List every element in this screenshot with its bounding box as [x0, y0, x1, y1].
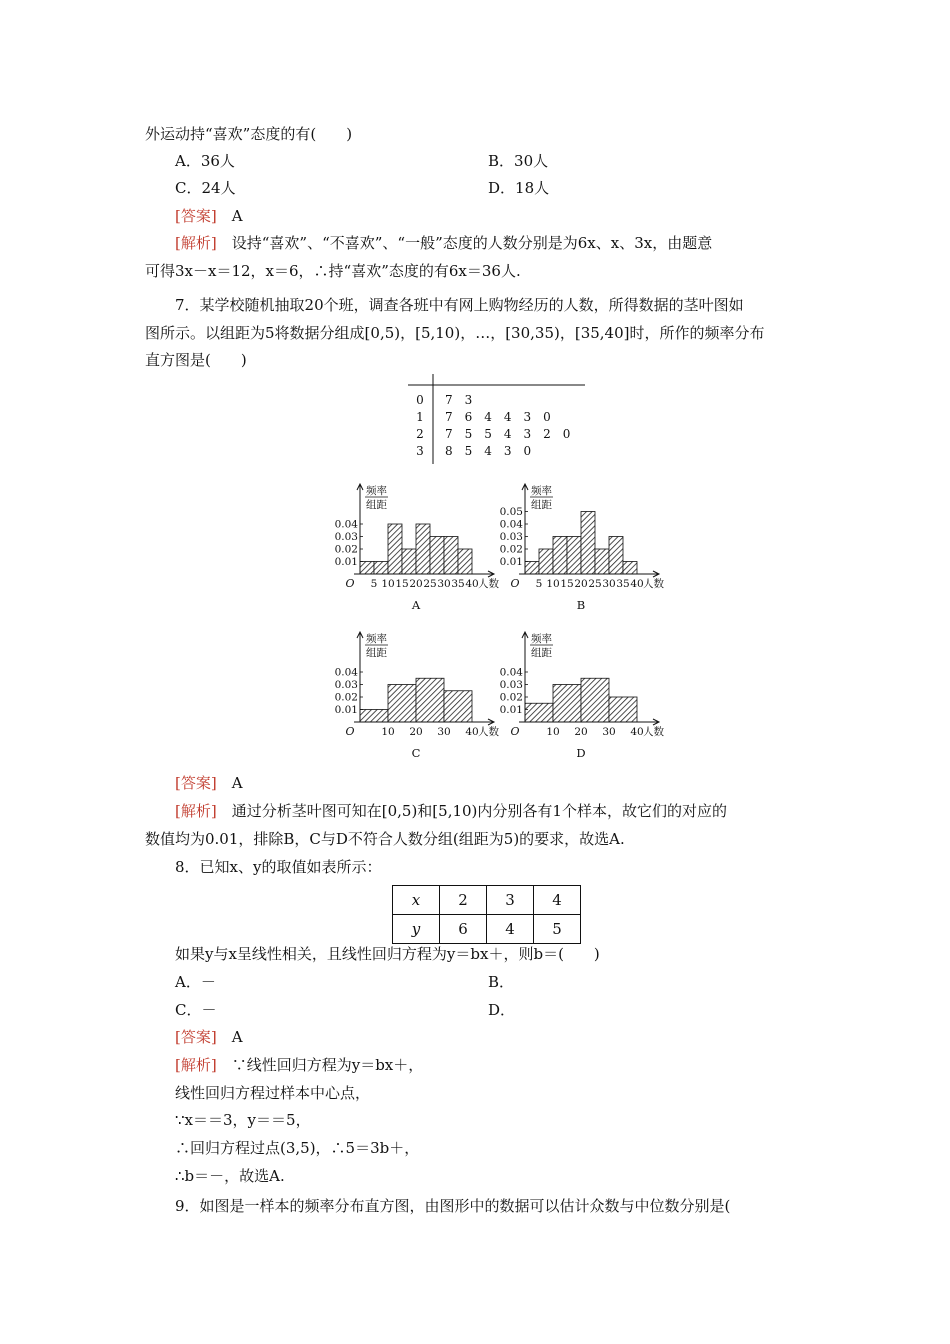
histogram-bar — [553, 685, 581, 723]
y-tick-label: 0.02 — [499, 543, 523, 556]
q7-answer — [175, 773, 243, 793]
y-axis-label-bottom: 组距 — [531, 499, 552, 511]
y-axis-label-top: 频率 — [531, 633, 552, 645]
histogram-a — [330, 478, 500, 618]
histogram-bar — [402, 549, 416, 574]
leaves-0: 7 3 — [445, 393, 473, 407]
table-row — [393, 915, 581, 944]
xy-value-table — [392, 885, 581, 944]
histogram-bar — [525, 562, 539, 575]
y-tick-label: 0.04 — [499, 518, 523, 531]
y-tick-label: 0.01 — [499, 556, 523, 568]
y-tick-label: 0.02 — [334, 691, 358, 704]
table-cell: 5 — [534, 915, 581, 944]
q8-analysis-5: ∴b＝－，故选A. — [175, 1167, 285, 1185]
histogram-bar — [416, 524, 430, 574]
x-tick-label: 35 — [451, 578, 465, 590]
histogram-bar — [444, 537, 458, 575]
leaves-3: 8 5 4 3 0 — [445, 444, 532, 458]
stem-3: 3 — [416, 444, 424, 458]
q7-analysis-1 — [175, 801, 727, 821]
y-tick-label: 0.03 — [334, 679, 358, 691]
x-axis-label: 人数 — [478, 726, 499, 738]
q9-stem: 9．如图是一样本的频率分布直方图，由图形中的数据可以估计众数与中位数分别是( — [175, 1197, 731, 1215]
x-tick-label: 20 — [574, 726, 588, 738]
x-tick-label: 20 — [409, 726, 423, 738]
chart-title: B — [576, 598, 586, 612]
q8-analysis-3: ∵x＝＝3，y＝＝5， — [175, 1111, 311, 1129]
x-tick-label: 10 — [546, 726, 560, 738]
x-axis-label: 人数 — [643, 726, 664, 738]
histogram-bar — [553, 537, 567, 575]
x-axis-label: 人数 — [643, 578, 664, 590]
histogram-bar — [444, 691, 472, 722]
histogram-d — [495, 626, 665, 766]
histogram-bar — [595, 549, 609, 574]
histogram-bar — [609, 697, 637, 722]
y-tick-label: 0.01 — [499, 704, 523, 716]
y-tick-label: 0.01 — [334, 556, 358, 568]
x-tick-label: 25 — [423, 578, 437, 590]
analysis-tag: [解析] — [175, 802, 217, 820]
table-header-x: x — [393, 886, 440, 915]
table-cell: 4 — [534, 886, 581, 915]
q6-analysis-1 — [175, 233, 712, 253]
x-tick-label: 15 — [395, 578, 409, 590]
q8-option-d: D． — [488, 1001, 516, 1019]
q6-answer — [175, 206, 243, 226]
y-tick-label: 0.03 — [499, 531, 523, 543]
leaves-2: 7 5 5 4 3 2 0 — [445, 427, 571, 441]
analysis-text: 通过分析茎叶图可知在[0,5)和[5,10)内分别各有1个样本，故它们的对应的 — [231, 802, 727, 820]
histogram-bar — [374, 562, 388, 575]
x-tick-label: 40 — [465, 578, 479, 590]
q8-analysis-2: 线性回归方程过样本中心点， — [175, 1084, 371, 1102]
table-cell: 6 — [440, 915, 487, 944]
x-tick-label: 20 — [574, 578, 588, 590]
x-tick-label: 30 — [602, 726, 616, 738]
y-axis-label-top: 频率 — [531, 485, 552, 497]
answer-tag: [答案] — [175, 1028, 217, 1046]
histogram-bar — [416, 678, 444, 722]
table-row — [393, 886, 581, 915]
q6-analysis-2: 可得3x－x＝12，x＝6，∴持“喜欢”态度的有6x＝36人. — [145, 262, 521, 280]
stem-1: 1 — [416, 410, 424, 424]
y-axis-label-top: 频率 — [366, 633, 387, 645]
histogram-bar — [623, 562, 637, 575]
y-tick-label: 0.04 — [334, 518, 358, 531]
q7-stem-3: 直方图是( ) — [145, 351, 247, 369]
y-axis-label-top: 频率 — [366, 485, 387, 497]
table-cell: 4 — [487, 915, 534, 944]
y-axis-label-bottom: 组距 — [366, 499, 387, 511]
histogram-c — [330, 626, 500, 766]
leaves-1: 7 6 4 4 3 0 — [445, 410, 551, 424]
histogram-bar — [388, 685, 416, 723]
answer-tag: [答案] — [175, 207, 217, 225]
histogram-bar — [388, 524, 402, 574]
y-tick-label: 0.03 — [499, 679, 523, 691]
table-header-y: y — [393, 915, 440, 944]
answer-value: A — [231, 774, 243, 792]
x-tick-label: 15 — [560, 578, 574, 590]
x-tick-label: 30 — [602, 578, 616, 590]
y-tick-label: 0.03 — [334, 531, 358, 543]
y-tick-label: 0.02 — [499, 691, 523, 704]
stem-leaf-plot — [400, 374, 600, 466]
origin-label: O — [345, 725, 355, 738]
origin-label: O — [345, 577, 355, 590]
histogram-bar — [609, 537, 623, 575]
x-tick-label: 40 — [630, 726, 644, 738]
answer-value: A — [231, 1028, 243, 1046]
q6-option-b: B．30人 — [488, 152, 549, 170]
y-tick-label: 0.05 — [499, 506, 523, 518]
y-tick-label: 0.01 — [334, 704, 358, 716]
analysis-text: ∵线性回归方程为y＝bx＋， — [231, 1056, 424, 1074]
stem-2: 2 — [416, 427, 424, 441]
q6-stem-tail: 外运动持“喜欢”态度的有( ) — [145, 125, 353, 143]
histogram-bar — [430, 537, 444, 575]
y-tick-label: 0.04 — [334, 666, 358, 679]
table-cell: 2 — [440, 886, 487, 915]
analysis-tag: [解析] — [175, 1056, 217, 1074]
q8-answer — [175, 1027, 243, 1047]
chart-title: D — [576, 746, 586, 760]
histogram-bar — [539, 549, 553, 574]
histogram-bar — [458, 549, 472, 574]
x-tick-label: 40 — [630, 578, 644, 590]
y-axis-label-bottom: 组距 — [366, 647, 387, 659]
q8-stem: 8．已知x、y的取值如表所示： — [175, 858, 382, 876]
stem-0: 0 — [416, 393, 424, 407]
q7-stem-1: 7．某学校随机抽取20个班，调查各班中有网上购物经历的人数，所得数据的茎叶图如 — [175, 296, 744, 314]
q6-option-c: C．24人 — [175, 179, 236, 197]
table-cell: 3 — [487, 886, 534, 915]
q7-stem-2: 图所示。以组距为5将数据分组成[0,5)，[5,10)，…，[30,35)，[35,40]时，所作的频率分布 — [145, 324, 765, 342]
analysis-tag: [解析] — [175, 234, 217, 252]
q8-analysis-1 — [175, 1055, 423, 1075]
histogram-b — [495, 478, 665, 618]
y-axis-label-bottom: 组距 — [531, 647, 552, 659]
x-tick-label: 30 — [437, 726, 451, 738]
origin-label: O — [510, 577, 520, 590]
x-tick-label: 25 — [588, 578, 602, 590]
chart-title: A — [411, 598, 421, 612]
x-tick-label: 10 — [381, 578, 395, 590]
histogram-bar — [581, 678, 609, 722]
histogram-bar — [525, 703, 553, 722]
q8-option-c: C．－ — [175, 1001, 217, 1019]
q7-analysis-2: 数值均为0.01，排除B，C与D不符合人数分组(组距为5)的要求，故选A. — [145, 830, 625, 848]
q6-option-d: D．18人 — [488, 179, 550, 197]
q8-stem-2: 如果y与x呈线性相关，且线性回归方程为y＝bx＋，则b＝( ) — [175, 945, 600, 963]
x-tick-label: 5 — [535, 578, 543, 590]
answer-tag: [答案] — [175, 774, 217, 792]
chart-title: C — [411, 746, 421, 760]
q6-option-a: A．36人 — [175, 152, 235, 170]
x-tick-label: 35 — [616, 578, 630, 590]
x-tick-label: 30 — [437, 578, 451, 590]
analysis-text: 设持“喜欢”、“不喜欢”、“一般”态度的人数分别是为6x、x、3x，由题意 — [231, 234, 713, 252]
histogram-bar — [360, 562, 374, 575]
x-tick-label: 20 — [409, 578, 423, 590]
answer-value: A — [231, 207, 243, 225]
x-tick-label: 10 — [546, 578, 560, 590]
histogram-bar — [360, 710, 388, 723]
x-axis-label: 人数 — [478, 578, 499, 590]
histogram-bar — [581, 512, 595, 575]
origin-label: O — [510, 725, 520, 738]
q8-option-b: B． — [488, 973, 515, 991]
q8-option-a: A．－ — [175, 973, 216, 991]
x-tick-label: 40 — [465, 726, 479, 738]
y-tick-label: 0.04 — [499, 666, 523, 679]
y-tick-label: 0.02 — [334, 543, 358, 556]
x-tick-label: 10 — [381, 726, 395, 738]
x-tick-label: 5 — [370, 578, 378, 590]
q8-analysis-4: ∴回归方程过点(3,5)，∴5＝3b＋， — [175, 1139, 420, 1157]
histogram-bar — [567, 537, 581, 575]
